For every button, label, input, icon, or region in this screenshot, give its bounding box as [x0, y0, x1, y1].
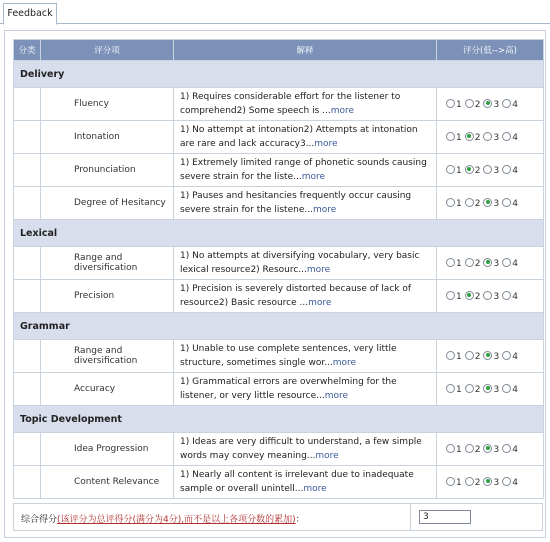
radio-button[interactable]: [502, 477, 511, 486]
radio-button[interactable]: [465, 132, 474, 141]
radio-button[interactable]: [446, 291, 455, 300]
explanation-text: 1) Requires considerable effort for the listener to comprehend2) Some speech is ...: [180, 92, 401, 116]
score-option-label: 2: [474, 351, 481, 362]
score-option[interactable]: [465, 291, 481, 302]
score-option[interactable]: [465, 384, 481, 395]
radio-button[interactable]: [483, 258, 492, 267]
radio-button[interactable]: [483, 165, 492, 174]
score-option-label: 1: [456, 444, 462, 455]
header-category: 分类: [14, 40, 41, 61]
more-link[interactable]: more: [332, 358, 357, 368]
category-cell: [14, 433, 41, 466]
criterion-label: Range and diversification: [41, 340, 174, 373]
score-option-label: 3: [493, 258, 500, 269]
more-link[interactable]: more: [315, 451, 339, 461]
score-options: [437, 121, 544, 154]
score-option-label: 2: [474, 384, 481, 395]
radio-button[interactable]: [483, 99, 492, 108]
score-option[interactable]: [446, 198, 462, 209]
score-options: [437, 466, 544, 499]
table-header-row: [14, 40, 544, 61]
score-option[interactable]: [465, 99, 481, 110]
score-option-label: 4: [512, 258, 518, 269]
explanation-text: 1) No attempts at diversifying vocabulary, very basic lexical resource2) Resourc...: [180, 251, 420, 275]
radio-button[interactable]: [446, 99, 455, 108]
score-option[interactable]: [483, 384, 499, 395]
category-row: [14, 313, 544, 340]
score-option[interactable]: [465, 198, 481, 209]
criterion-label: Precision: [41, 280, 174, 313]
score-option[interactable]: [483, 258, 499, 269]
explanation-text: 1) Grammatical errors are overwhelming for the listener, or very little resource...: [180, 377, 397, 401]
explanation-cell: [174, 247, 437, 280]
criterion-label: Degree of Hesitancy: [41, 187, 174, 220]
radio-button[interactable]: [483, 384, 492, 393]
category-cell: [14, 247, 41, 280]
score-option[interactable]: [502, 165, 518, 176]
more-link[interactable]: more: [306, 265, 331, 275]
score-option-label: 3: [493, 444, 500, 455]
score-option-label: 2: [474, 165, 481, 176]
score-option-label: 3: [493, 165, 500, 176]
score-option-label: 1: [456, 165, 462, 176]
score-option[interactable]: [483, 132, 499, 143]
table-row: [14, 340, 544, 373]
score-option-label: 2: [474, 99, 481, 110]
explanation-text: 1) Ideas are very difficult to understand, a few simple words may convey meaning...: [180, 437, 422, 461]
explanation-cell: [174, 121, 437, 154]
table-row: [14, 373, 544, 406]
radio-button[interactable]: [465, 99, 474, 108]
radio-button[interactable]: [502, 198, 511, 207]
score-option[interactable]: [446, 477, 462, 488]
category-cell: [14, 88, 41, 121]
score-option[interactable]: [502, 444, 518, 455]
category-row: [14, 220, 544, 247]
more-link[interactable]: more: [308, 298, 332, 308]
explanation-text: 1) Pauses and hesitancies frequently occur causing severe strain for the listene...: [180, 191, 412, 215]
score-option[interactable]: [446, 444, 462, 455]
radio-button[interactable]: [483, 132, 492, 141]
overall-score-input[interactable]: [419, 510, 471, 524]
tab-bar: [0, 0, 550, 24]
table-row: [14, 154, 544, 187]
score-option[interactable]: [465, 165, 481, 176]
radio-button[interactable]: [446, 351, 455, 360]
radio-button[interactable]: [483, 444, 492, 453]
score-option-label: 3: [493, 477, 500, 488]
score-option[interactable]: [465, 258, 481, 269]
radio-button[interactable]: [446, 198, 455, 207]
radio-button[interactable]: [446, 477, 455, 486]
explanation-cell: [174, 88, 437, 121]
overall-score-title: 综合得分: [21, 515, 58, 525]
tab-feedback[interactable]: Feedback: [3, 3, 57, 25]
criterion-label: Content Relevance: [41, 466, 174, 499]
score-option[interactable]: [446, 258, 462, 269]
category-title: Grammar: [14, 313, 544, 340]
score-options: [437, 433, 544, 466]
score-option-label: 1: [456, 258, 462, 269]
explanation-text: 1) Precision is severely distorted because of lack of resource2) Basic resource ...: [180, 284, 412, 308]
explanation-cell: [174, 187, 437, 220]
criterion-label: Pronunciation: [41, 154, 174, 187]
score-option-label: 3: [493, 384, 500, 395]
radio-button[interactable]: [502, 384, 511, 393]
category-cell: [14, 121, 41, 154]
explanation-cell: [174, 280, 437, 313]
score-option[interactable]: [502, 99, 518, 110]
overall-score-cell: [410, 504, 544, 530]
table-body: [14, 61, 544, 499]
criterion-label: Fluency: [41, 88, 174, 121]
overall-score-colon: ：: [295, 515, 305, 525]
score-option-label: 1: [456, 384, 462, 395]
score-options: [437, 154, 544, 187]
score-option[interactable]: [446, 351, 462, 362]
category-row: [14, 406, 544, 433]
radio-button[interactable]: [483, 477, 492, 486]
score-option[interactable]: [483, 99, 499, 110]
radio-button[interactable]: [465, 165, 474, 174]
more-link[interactable]: more: [330, 106, 355, 116]
more-link[interactable]: more: [301, 172, 326, 182]
table-row: [14, 466, 544, 499]
overall-score-note[interactable]: (该评分为总评得分(满分为4分),而不是以上各项分数的累加): [57, 515, 296, 525]
score-option-label: 1: [456, 99, 462, 110]
score-option-label: 3: [493, 99, 500, 110]
explanation-cell: [174, 433, 437, 466]
score-option[interactable]: [502, 351, 518, 362]
score-option-label: 3: [493, 291, 500, 302]
radio-button[interactable]: [502, 132, 511, 141]
score-option-label: 4: [512, 165, 518, 176]
score-option[interactable]: [502, 132, 518, 143]
radio-button[interactable]: [446, 132, 455, 141]
radio-button[interactable]: [483, 198, 492, 207]
radio-button[interactable]: [502, 291, 511, 300]
explanation-text: 1) No attempt at intonation2) Attempts at intonation are rare and lack accuracy3...: [180, 125, 418, 149]
score-option[interactable]: [483, 165, 499, 176]
score-option[interactable]: [483, 351, 499, 362]
score-option-label: 2: [474, 291, 481, 302]
header-criterion: 评分项: [41, 40, 174, 61]
score-option-label: 3: [493, 198, 500, 209]
criterion-label: Intonation: [41, 121, 174, 154]
radio-button[interactable]: [502, 444, 511, 453]
table-row: [14, 280, 544, 313]
score-option-label: 4: [512, 384, 518, 395]
table-row: [14, 88, 544, 121]
radio-button[interactable]: [502, 351, 511, 360]
header-score: 评分(低-->高): [437, 40, 544, 61]
score-option-label: 2: [474, 258, 481, 269]
score-option-label: 4: [512, 132, 518, 143]
score-option[interactable]: [465, 351, 481, 362]
more-link[interactable]: more: [303, 484, 327, 494]
score-option[interactable]: [502, 291, 518, 302]
criterion-label: Accuracy: [41, 373, 174, 406]
scoring-table: [13, 39, 544, 499]
overall-score-label: [21, 512, 305, 525]
score-option-label: 1: [456, 132, 462, 143]
score-option-label: 2: [474, 444, 481, 455]
overall-score-row: [13, 503, 543, 531]
table-row: [14, 247, 544, 280]
category-title: Delivery: [14, 61, 544, 88]
radio-button[interactable]: [465, 384, 474, 393]
radio-button[interactable]: [465, 198, 474, 207]
radio-button[interactable]: [483, 291, 492, 300]
score-option[interactable]: [465, 132, 481, 143]
score-option[interactable]: [446, 165, 462, 176]
score-option[interactable]: [446, 132, 462, 143]
explanation-cell: [174, 154, 437, 187]
more-link[interactable]: more: [312, 205, 337, 215]
category-cell: [14, 187, 41, 220]
explanation-text: 1) Unable to use complete sentences, very little structure, sometimes single wor...: [180, 344, 397, 368]
radio-button[interactable]: [465, 291, 474, 300]
category-cell: [14, 373, 41, 406]
explanation-text: 1) Extremely limited range of phonetic sounds causing severe strain for the liste...: [180, 158, 427, 182]
category-cell: [14, 280, 41, 313]
score-option[interactable]: [446, 384, 462, 395]
category-cell: [14, 340, 41, 373]
score-option[interactable]: [483, 444, 499, 455]
category-title: Topic Development: [14, 406, 544, 433]
score-option[interactable]: [483, 198, 499, 209]
radio-button[interactable]: [465, 477, 474, 486]
more-link[interactable]: more: [324, 391, 349, 401]
score-option-label: 2: [474, 477, 481, 488]
score-option-label: 4: [512, 351, 518, 362]
radio-button[interactable]: [446, 384, 455, 393]
score-option-label: 1: [456, 477, 462, 488]
score-options: [437, 373, 544, 406]
score-option-label: 1: [456, 291, 462, 302]
radio-button[interactable]: [465, 258, 474, 267]
category-title: Lexical: [14, 220, 544, 247]
category-cell: [14, 466, 41, 499]
score-option-label: 4: [512, 291, 518, 302]
score-option[interactable]: [502, 477, 518, 488]
score-option[interactable]: [465, 477, 481, 488]
radio-button[interactable]: [502, 258, 511, 267]
score-option[interactable]: [502, 384, 518, 395]
score-options: [437, 247, 544, 280]
radio-button[interactable]: [465, 351, 474, 360]
score-option-label: 1: [456, 198, 462, 209]
radio-button[interactable]: [502, 165, 511, 174]
score-option[interactable]: [483, 477, 499, 488]
radio-button[interactable]: [446, 258, 455, 267]
score-option-label: 3: [493, 132, 500, 143]
score-option[interactable]: [502, 198, 518, 209]
score-option-label: 4: [512, 99, 518, 110]
criterion-label: Idea Progression: [41, 433, 174, 466]
radio-button[interactable]: [483, 351, 492, 360]
criterion-label: Range and diversification: [41, 247, 174, 280]
score-options: [437, 187, 544, 220]
score-option[interactable]: [446, 291, 462, 302]
score-option-label: 4: [512, 477, 518, 488]
explanation-cell: [174, 340, 437, 373]
score-option-label: 4: [512, 444, 518, 455]
score-option[interactable]: [483, 291, 499, 302]
radio-button[interactable]: [446, 444, 455, 453]
score-options: [437, 88, 544, 121]
explanation-cell: [174, 373, 437, 406]
score-option[interactable]: [502, 258, 518, 269]
score-option-label: 1: [456, 351, 462, 362]
score-option-label: 3: [493, 351, 500, 362]
radio-button[interactable]: [446, 165, 455, 174]
category-row: [14, 61, 544, 88]
table-row: [14, 121, 544, 154]
score-option[interactable]: [465, 444, 481, 455]
explanation-cell: [174, 466, 437, 499]
score-option-label: 2: [474, 132, 481, 143]
category-cell: [14, 154, 41, 187]
table-row: [14, 187, 544, 220]
radio-button[interactable]: [465, 444, 474, 453]
header-explanation: 解释: [174, 40, 437, 61]
score-option[interactable]: [446, 99, 462, 110]
radio-button[interactable]: [502, 99, 511, 108]
score-option-label: 4: [512, 198, 518, 209]
explanation-text: 1) Nearly all content is irrelevant due to inadequate sample or overall unintell...: [180, 470, 414, 494]
table-row: [14, 433, 544, 466]
score-option-label: 2: [474, 198, 481, 209]
score-options: [437, 340, 544, 373]
score-options: [437, 280, 544, 313]
more-link[interactable]: more: [314, 139, 338, 149]
